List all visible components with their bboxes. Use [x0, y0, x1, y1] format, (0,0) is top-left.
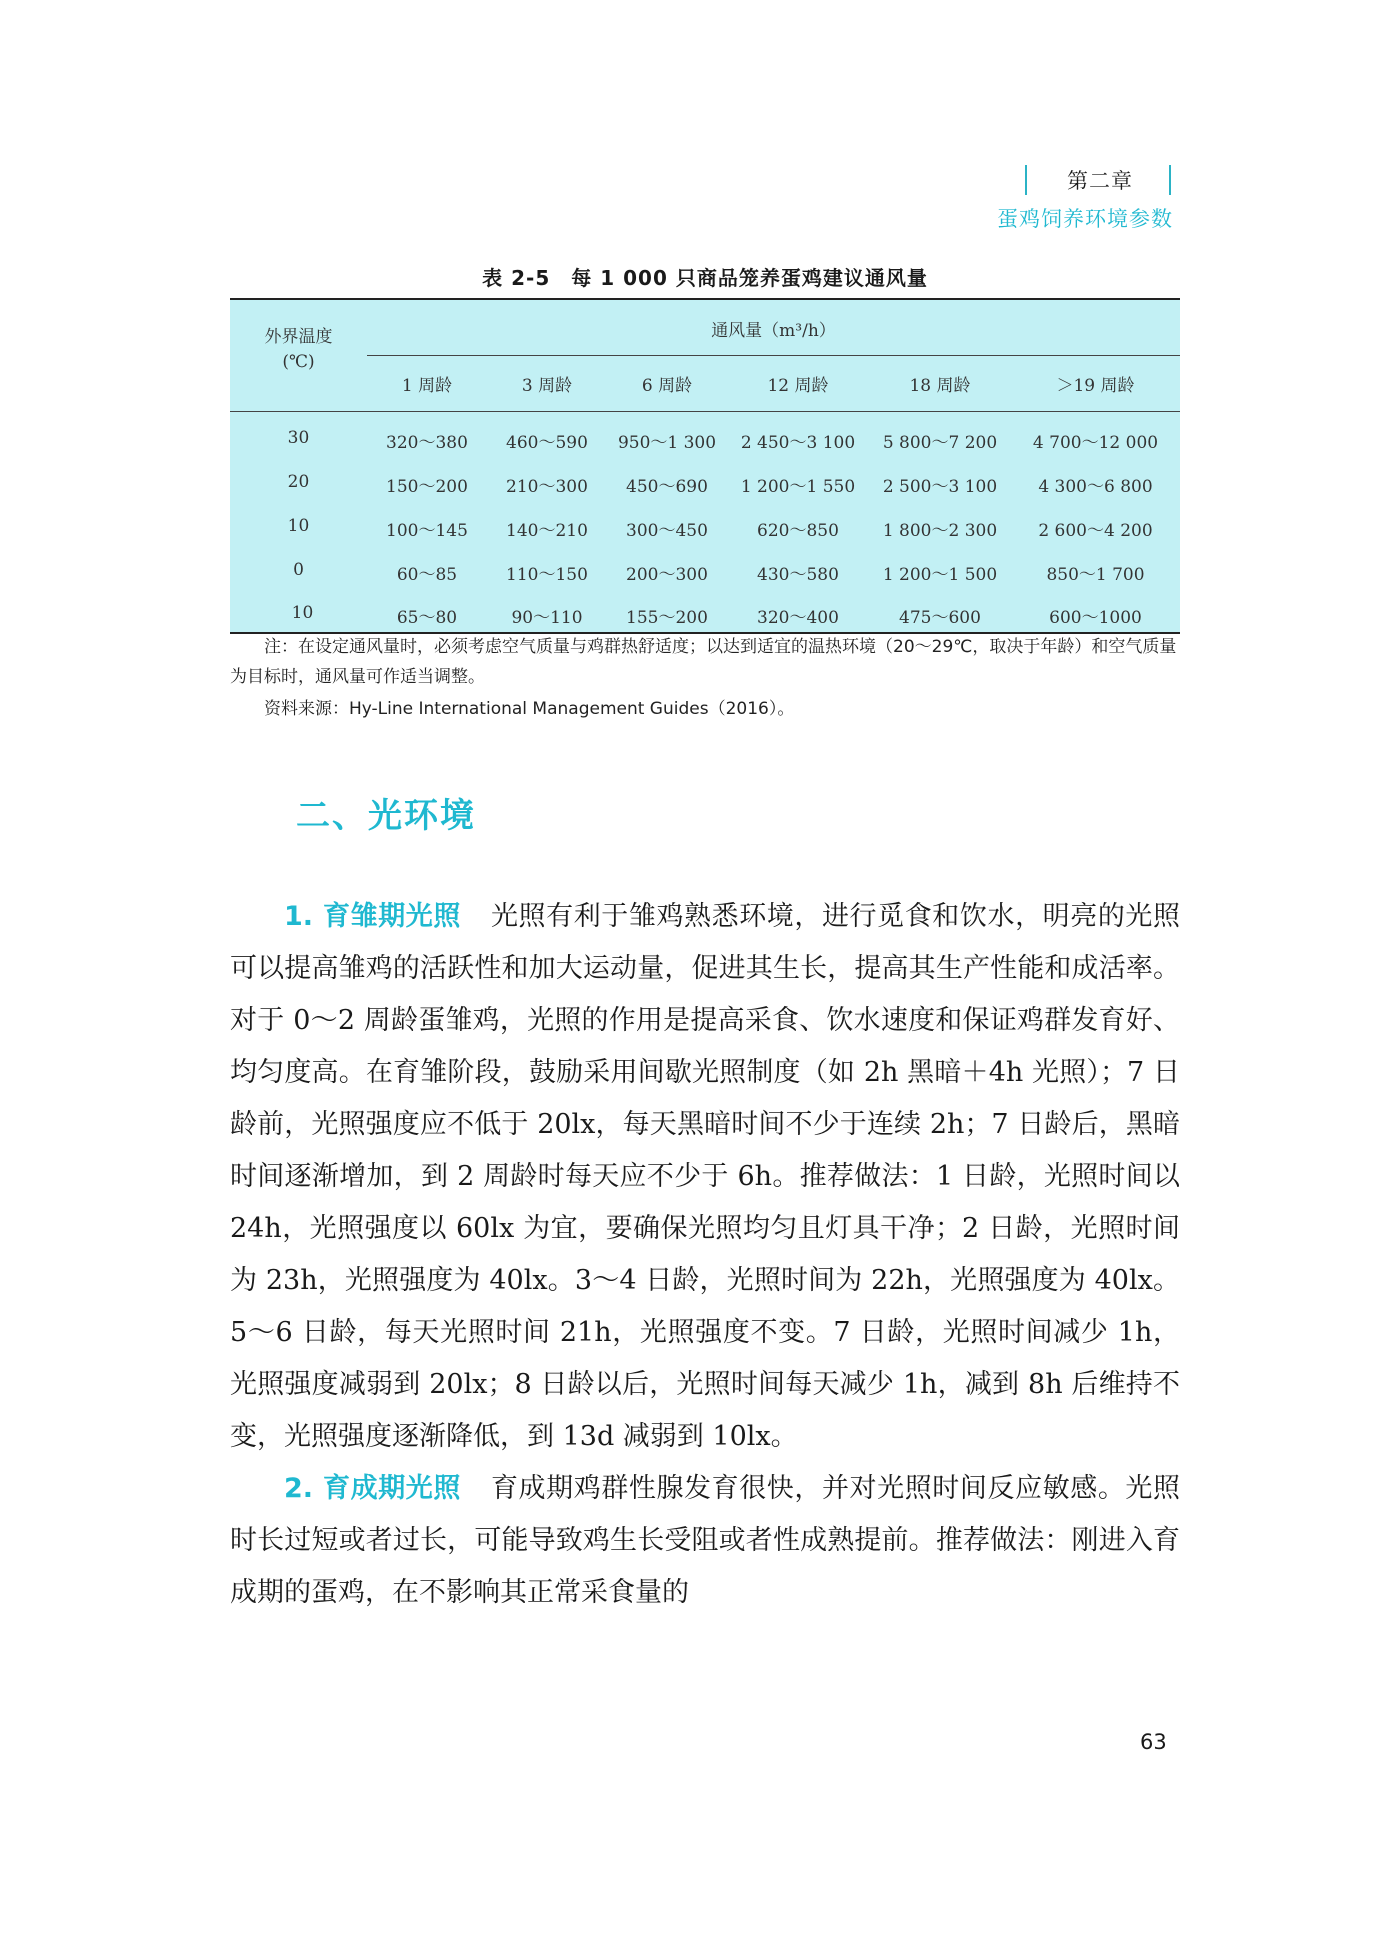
group-header: 通风量（m³/h）: [711, 321, 836, 341]
table-cell: 65～80: [396, 608, 458, 628]
table-cell: 200～300: [626, 565, 708, 585]
table-cell: 5 800～7 200: [882, 433, 998, 453]
table-cell: 850～1 700: [1046, 565, 1145, 585]
table-cell: 100～145: [386, 521, 468, 541]
table-cell: 155～200: [626, 608, 708, 628]
table-cell: 2 500～3 100: [882, 477, 998, 497]
table-cell: 1 800～2 300: [882, 521, 998, 541]
paragraph: [230, 1463, 1180, 1619]
column-header: 18 周龄: [909, 376, 971, 396]
table-cell-temp: 10: [291, 603, 314, 623]
table-cell: 450～690: [626, 477, 708, 497]
table-cell: 90～110: [511, 608, 583, 628]
paragraph-lead: 2. 育成期光照: [284, 1473, 461, 1504]
header-rule: [367, 355, 1180, 356]
table-cell: 2 450～3 100: [740, 433, 856, 453]
table-title: 表 2-5 每 1 000 只商品笼养蛋鸡建议通风量: [482, 266, 928, 290]
body-text: [230, 891, 1180, 1619]
ventilation-table: [230, 298, 1180, 634]
table-cell: 950～1 300: [617, 433, 717, 453]
table-cell: 620～850: [757, 521, 839, 541]
table-cell-temp: 0: [293, 560, 304, 580]
table-cell: 140～210: [506, 521, 588, 541]
table-cell-temp: 20: [287, 472, 310, 492]
header-divider-right: [1169, 165, 1171, 195]
page-number: 63: [1140, 1730, 1167, 1754]
header-divider-left: [1025, 165, 1027, 195]
section-title: 二、光环境: [296, 796, 476, 836]
row-header-label: 外界温度: [264, 327, 333, 347]
column-header: 12 周龄: [767, 376, 829, 396]
table-cell: 460～590: [506, 433, 588, 453]
table-cell: 300～450: [626, 521, 708, 541]
row-header-unit: (℃): [282, 352, 315, 372]
table-cell: 110～150: [506, 565, 588, 585]
table-cell: 320～380: [386, 433, 468, 453]
table-cell: 430～580: [757, 565, 839, 585]
table-source: 资料来源：Hy-Line International Management Guides（2016）。: [264, 699, 795, 719]
chapter-label: 第二章: [1067, 169, 1133, 193]
table-cell: 4 300～6 800: [1038, 477, 1153, 497]
column-header: 3 周龄: [521, 376, 573, 396]
paragraph: [230, 891, 1180, 1463]
table-cell: 210～300: [506, 477, 588, 497]
paragraph-text: 育成期鸡群性腺发育很快，并对光照时间反应敏感。光照时长过短或者过长，可能导致鸡生长受阻或者性成熟提前。推荐做法：刚进入育成期的蛋鸡，在不影响其正常采食量的: [230, 1473, 1180, 1608]
table-cell: 60～85: [396, 565, 458, 585]
table-cell: 475～600: [899, 608, 981, 628]
body-rule: [230, 411, 1180, 412]
table-cell: 4 700～12 000: [1032, 433, 1159, 453]
table-cell: 2 600～4 200: [1038, 521, 1153, 541]
table-note: 注：在设定通风量时，必须考虑空气质量与鸡群热舒适度；以达到适宜的温热环境（20～29℃，取决于年龄）和空气质量为目标时，通风量可作适当调整。: [230, 637, 1177, 687]
column-header: 6 周龄: [641, 376, 693, 396]
chapter-subtitle: 蛋鸡饲养环境参数: [997, 207, 1173, 231]
running-header: [923, 163, 1173, 191]
column-header: ＞19 周龄: [1056, 376, 1135, 396]
column-header: 1 周龄: [401, 376, 453, 396]
table-cell-temp: 10: [287, 516, 310, 536]
table-cell: 320～400: [757, 608, 839, 628]
table-cell: 1 200～1 500: [882, 565, 998, 585]
table-cell-temp: 30: [287, 428, 310, 448]
paragraph-lead: 1. 育雏期光照: [284, 901, 461, 932]
table-cell: 150～200: [386, 477, 468, 497]
paragraph-text: 光照有利于雏鸡熟悉环境，进行觅食和饮水，明亮的光照可以提高雏鸡的活跃性和加大运动量，促进其生长，提高其生产性能和成活率。对于 0～2 周龄蛋雏鸡，光照的作用是提高采食、饮水速度和保证鸡群发育好、均匀度高。在育雏阶段，鼓励采用间歇光照制度（如 2h 黑暗＋4h 光照）；7 日龄前，光照强度应不低于 20lx，每天黑暗时间不少于连续 2h；7 日龄后，黑暗时间逐渐增加，到 2 周龄时每天应不少于 6h。推荐做法：1 日龄，光照时间以 24h，光照强度以 60lx 为宜，要确保光照均匀且灯具干净；2 日龄，光照时间为 23h，光照强度为 40lx。3～4 日龄，光照时间为 22h，光照强度为 40lx。5～6 日龄，每天光照时间 21h，光照强度不变。7 日龄，光照时间减少 1h，光照强度减弱到 20lx；8 日龄以后，光照时间每天减少 1h，减到 8h 后维持不变，光照强度逐渐降低，到 13d 减弱到 10lx。: [230, 901, 1180, 1452]
table-cell: 600～1000: [1049, 608, 1142, 628]
table-cell: 1 200～1 550: [740, 477, 856, 497]
